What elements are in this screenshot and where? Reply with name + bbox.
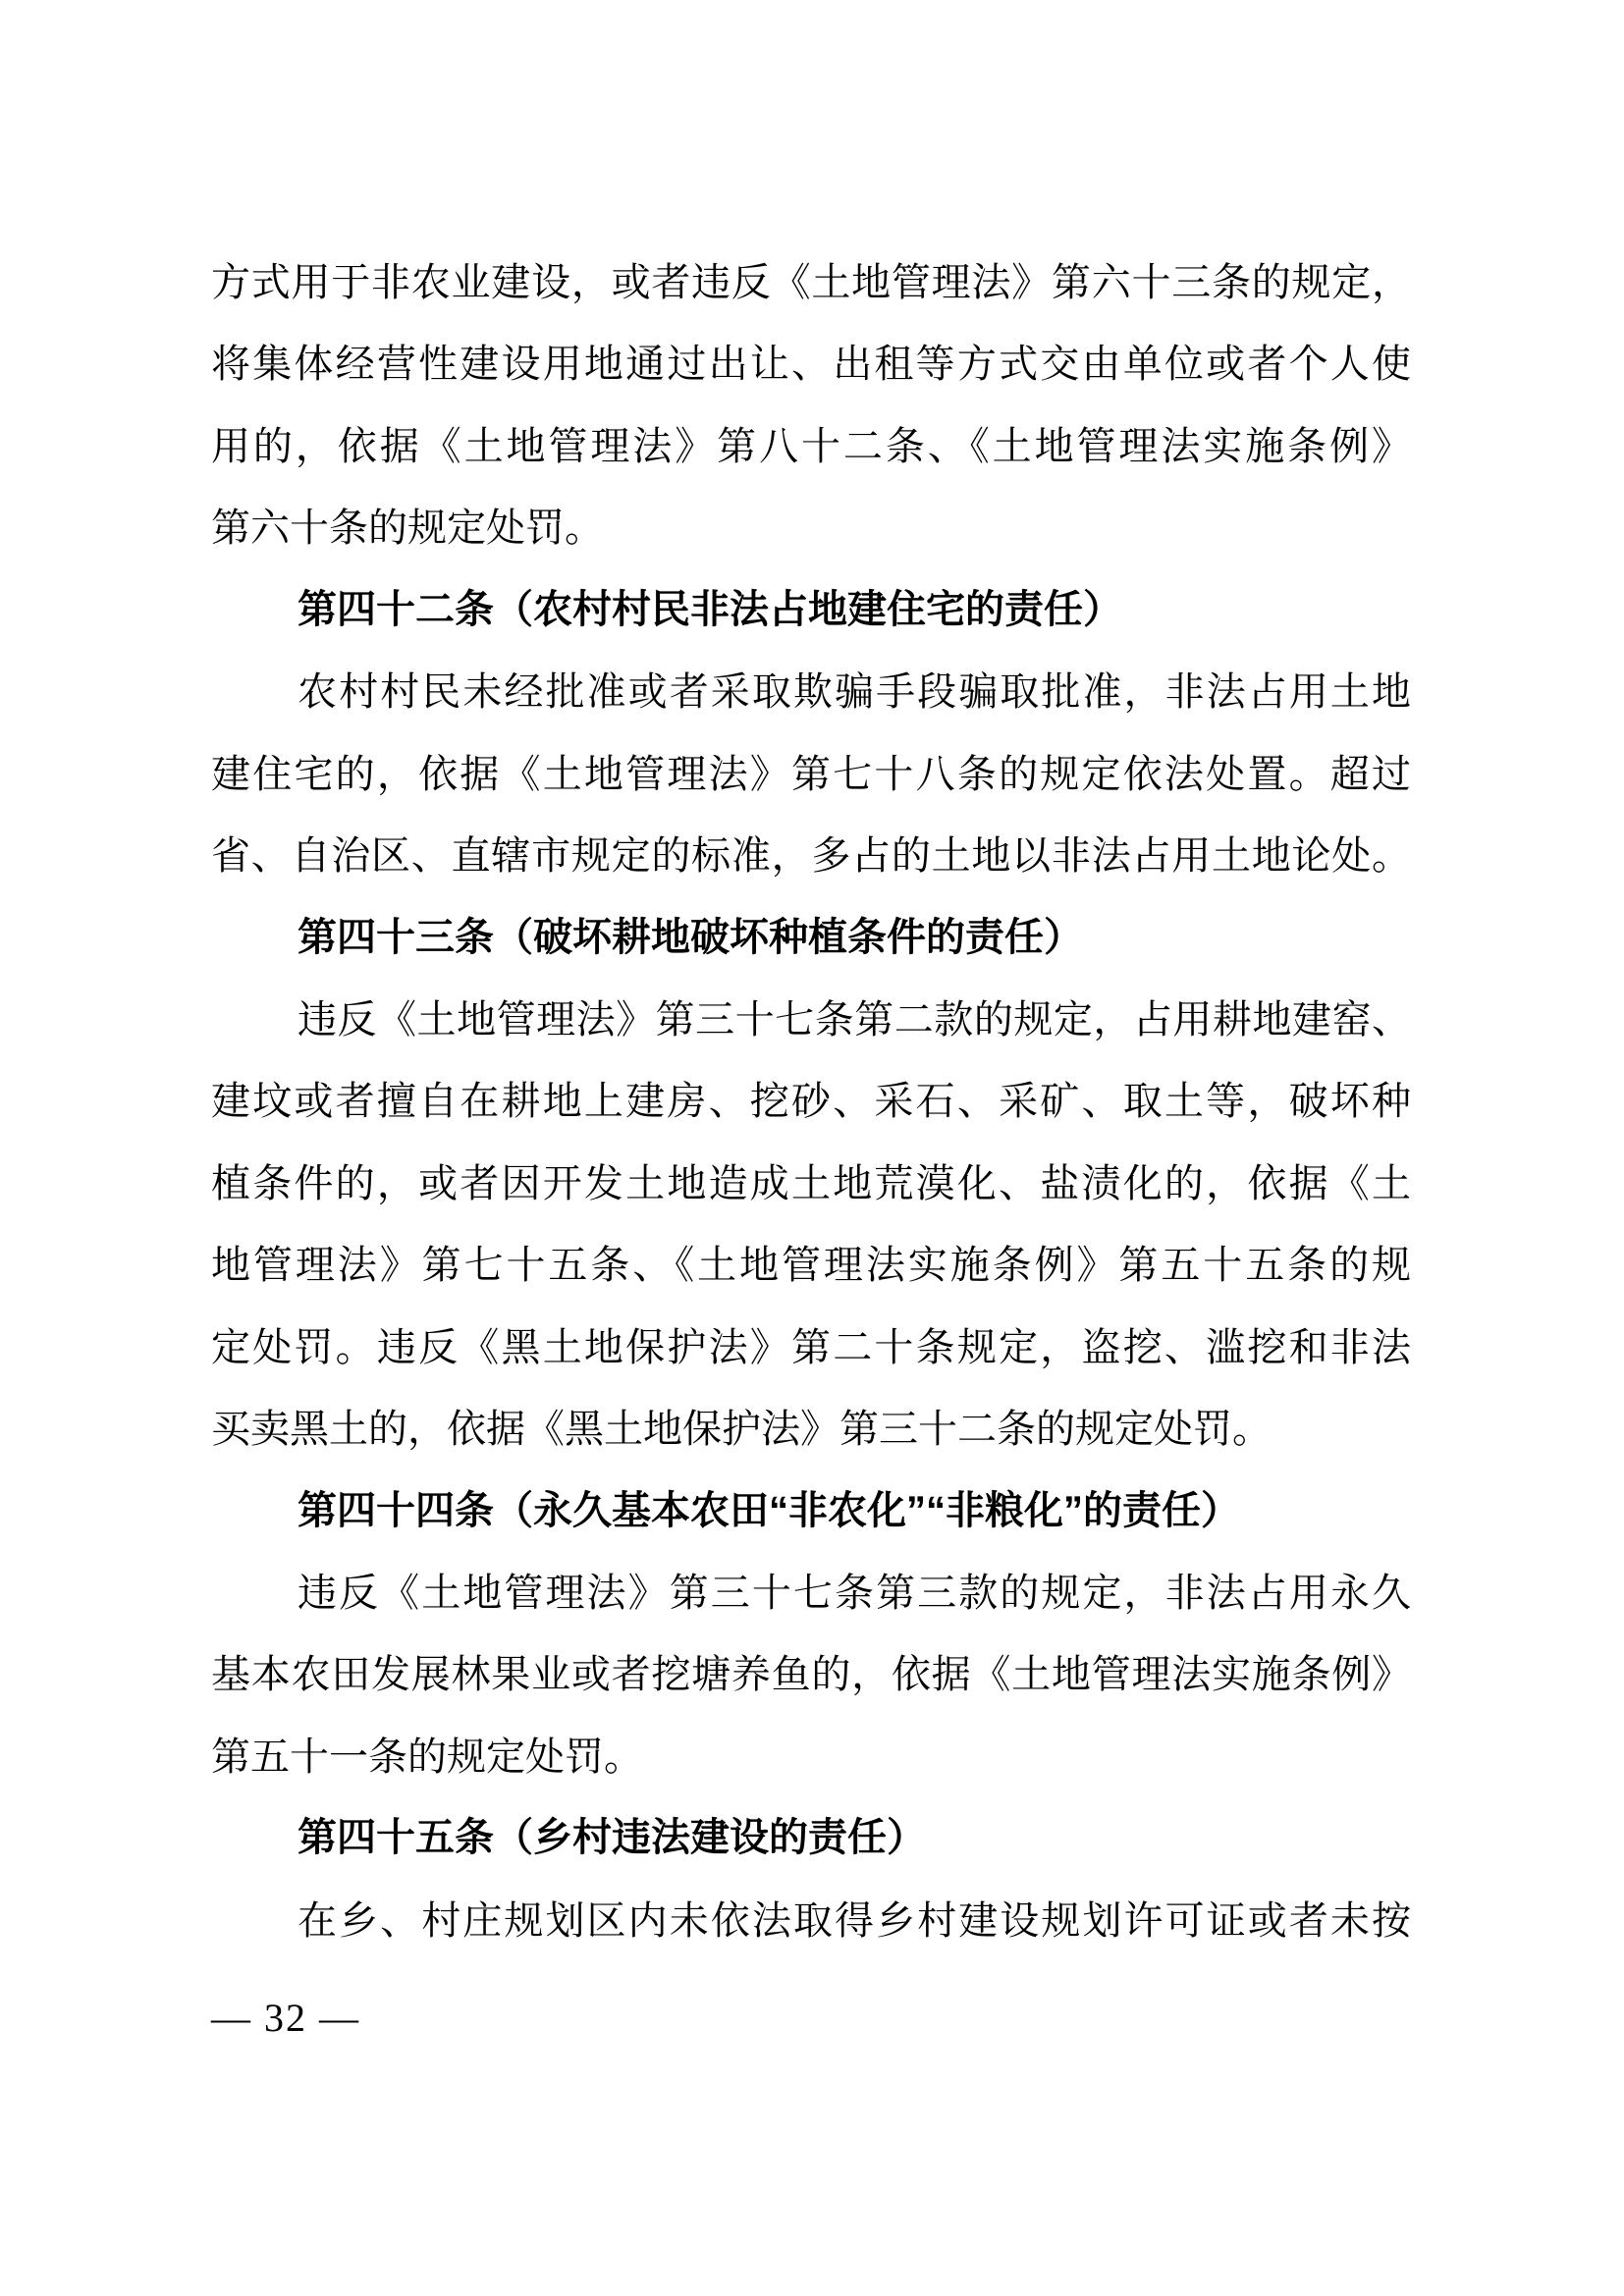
body-line: 用的，依据《土地管理法》第八十二条、《土地管理法实施条例》: [211, 423, 1411, 468]
document-body: [211, 241, 1411, 1961]
body-line: 在乡、村庄规划区内未依法取得乡村建设规划许可证或者未按: [298, 1897, 1411, 1943]
article-heading: 第四十三条（破坏耕地破坏种植条件的责任）: [298, 915, 1083, 959]
body-line: 买卖黑土的，依据《黑土地保护法》第三十二条的规定处罚。: [211, 1407, 1272, 1452]
body-line: 植条件的，或者因开发土地造成土地荒漠化、盐渍化的，依据《土: [211, 1160, 1411, 1205]
body-line: 违反《土地管理法》第三十七条第三款的规定，非法占用永久: [298, 1571, 1411, 1615]
page-number: — 32 —: [211, 1996, 360, 2040]
body-line: 农村村民未经批准或者采取欺骗手段骗取批准，非法占用土地: [298, 669, 1411, 715]
body-line: 基本农田发展林果业或者挖塘养鱼的，依据《土地管理法实施条例》: [211, 1652, 1411, 1697]
body-line: 地管理法》第七十五条、《土地管理法实施条例》第五十五条的规: [211, 1243, 1411, 1288]
article-heading: 第四十四条（永久基本农田“非农化”“非粮化”的责任）: [298, 1488, 1240, 1532]
body-line: 第五十一条的规定处罚。: [211, 1734, 643, 1779]
body-line: 建坟或者擅自在耕地上建房、挖砂、采石、采矿、取土等，破坏种: [211, 1079, 1411, 1124]
article-heading: 第四十二条（农村村民非法占地建住宅的责任）: [298, 587, 1122, 631]
article-heading: 第四十五条（乡村违法建设的责任）: [298, 1816, 926, 1860]
body-line: 定处罚。违反《黑土地保护法》第二十条规定，盗挖、滥挖和非法: [211, 1324, 1411, 1369]
body-line: 将集体经营性建设用地通过出让、出租等方式交由单位或者个人使: [211, 342, 1411, 387]
body-line: 省、自治区、直辖市规定的标准，多占的土地以非法占用土地论处。: [211, 833, 1411, 879]
body-line: 建住宅的，依据《土地管理法》第七十八条的规定依法处置。超过: [211, 751, 1411, 796]
body-line: 违反《土地管理法》第三十七条第二款的规定，占用耕地建窑、: [298, 996, 1411, 1041]
body-line: 方式用于非农业建设，或者违反《土地管理法》第六十三条的规定，: [211, 260, 1411, 304]
body-line: 第六十条的规定处罚。: [211, 506, 604, 551]
